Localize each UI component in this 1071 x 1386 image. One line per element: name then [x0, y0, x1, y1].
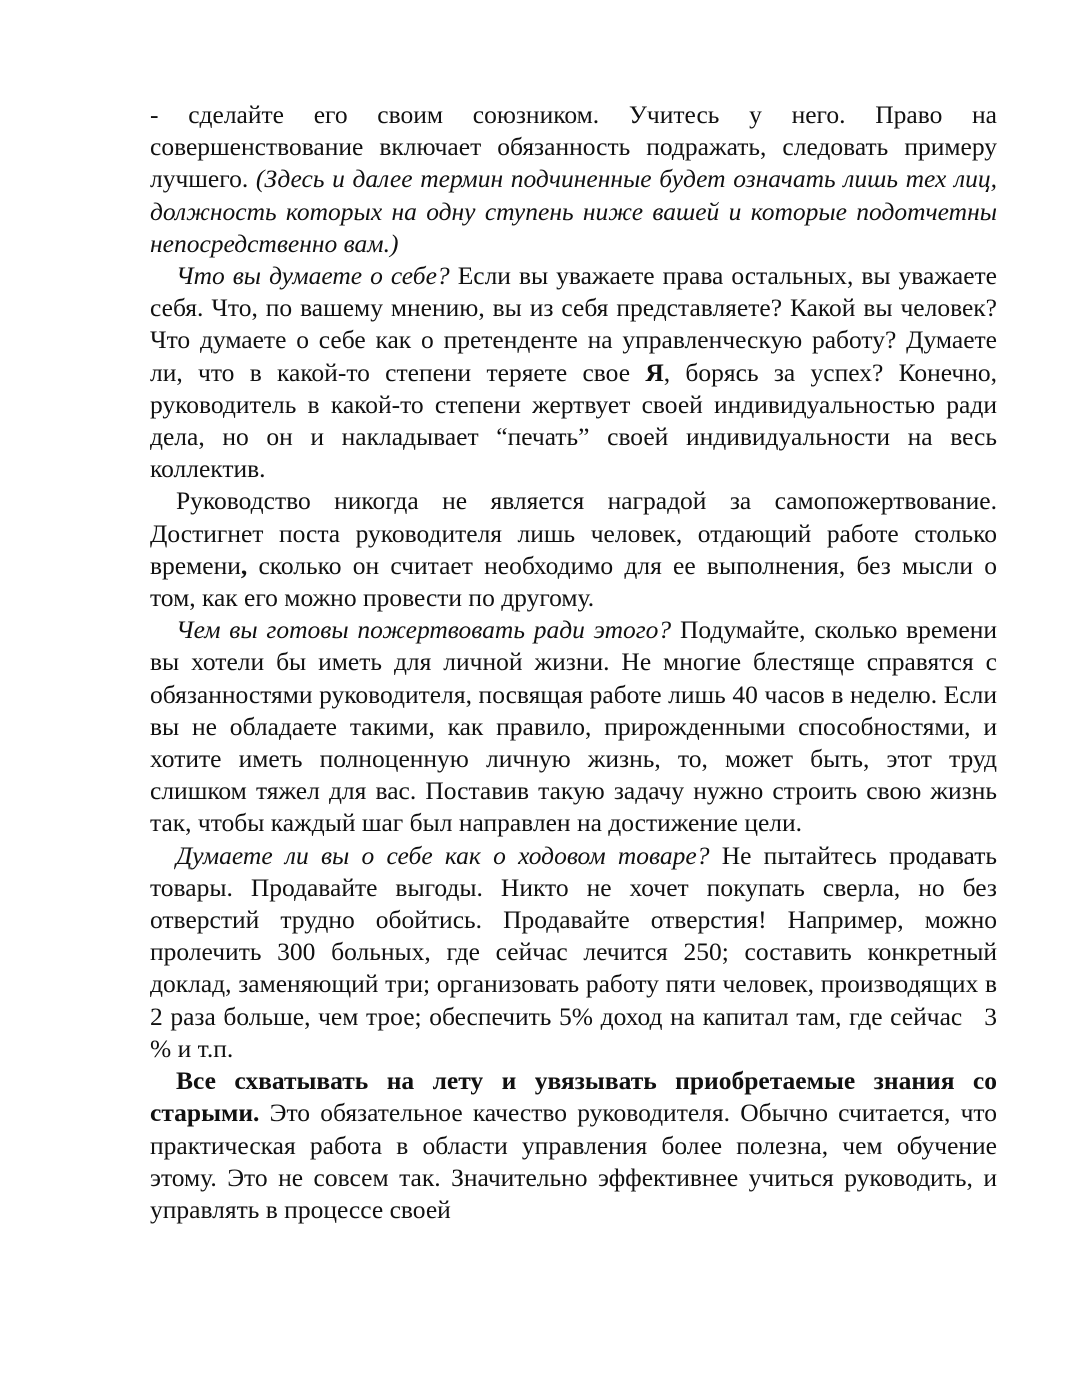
paragraph-1	[150, 99, 997, 260]
paragraph-3-text-b: сколько он считает необходимо для ее выполнения, без мысли о том, как его можно провести по другому.	[150, 550, 997, 613]
paragraph-2-bold-ya: Я	[645, 357, 664, 387]
paragraph-3-text-a: Руководство никогда не является наградой за самопожертвование. Достигнет поста руководителя лишь человек, отдающий работе столько времени	[150, 486, 997, 580]
paragraph-4-italic-heading: Чем вы готовы пожертвовать ради этого?	[176, 615, 672, 645]
document-page	[150, 99, 997, 1226]
paragraph-2-text-b: , борясь за успех? Конечно, руководитель в какой-то степени жертвует своей индивидуальностью ради дела, но он и накладывает “печать” своей индивидуальности на весь коллектив.	[150, 357, 997, 484]
paragraph-2-text-a: Если вы уважаете права остальных, вы уважаете себя. Что, по вашему мнению, вы из себя представляете? Какой вы человек? Что думаете о себе как о претенденте на управленческую работу? Думаете ли, что в какой-то степени теряете свое	[150, 261, 997, 387]
paragraph-4	[150, 614, 997, 839]
paragraph-3	[150, 485, 997, 614]
paragraph-4-text: Подумайте, сколько времени вы хотели бы иметь для личной жизни. Не многие блестяще справятся с обязанностями руководителя, посвящая работе лишь 40 часов в неделю. Если вы не обладаете такими, как правило, прирожденными способностями, и хотите иметь полноценную личную жизнь, то, может быть, этот труд слишком тяжел для вас. Поставив такую задачу нужно строить свою жизнь так, чтобы каждый шаг был направлен на достижение цели.	[150, 615, 997, 838]
paragraph-5-text-b: 3 % и т.п.	[150, 1001, 997, 1063]
paragraph-6-bold-heading: Все схватывать на лету и увязывать приобретаемые знания со старыми.	[150, 1066, 997, 1128]
paragraph-5	[150, 840, 997, 1065]
paragraph-2-italic-heading: Что вы думаете о себе?	[176, 261, 450, 291]
paragraph-6-text: Это обязательное качество руководителя. Обычно считается, что практическая работа в области управления более полезна, чем обучение этому. Это не совсем так. Значительно эффективнее учиться руководить, и управлять в процессе своей	[150, 1098, 997, 1224]
paragraph-3-bold-comma: ,	[240, 550, 248, 580]
paragraph-1-italic-note: (Здесь и далее термин подчиненные будет означать лишь тех лиц, должность которых на одну ступень ниже вашей и которые подотчетны непосредственно вам.)	[150, 164, 998, 258]
paragraph-2	[150, 260, 997, 485]
paragraph-6	[150, 1065, 997, 1226]
paragraph-5-text-a: Не пытайтесь продавать товары. Продавайте выгоды. Никто не хочет покупать сверла, но без отверстий трудно обойтись. Продавайте отверстия! Например, можно пролечить 300 больных, где сейчас лечится 250; составить конкретный доклад, заменяющий три; организовать работу пяти человек, производящих в 2 раза больше, чем трое; обеспечить 5% доход на капитал там, где сейчас	[150, 840, 997, 1031]
paragraph-1-text: - сделайте его своим союзником. Учитесь у него. Право на совершенствование включает обязанность подражать, следовать примеру лучшего.	[150, 100, 997, 194]
paragraph-5-italic-heading: Думаете ли вы о себе как о ходовом товаре?	[176, 840, 710, 870]
